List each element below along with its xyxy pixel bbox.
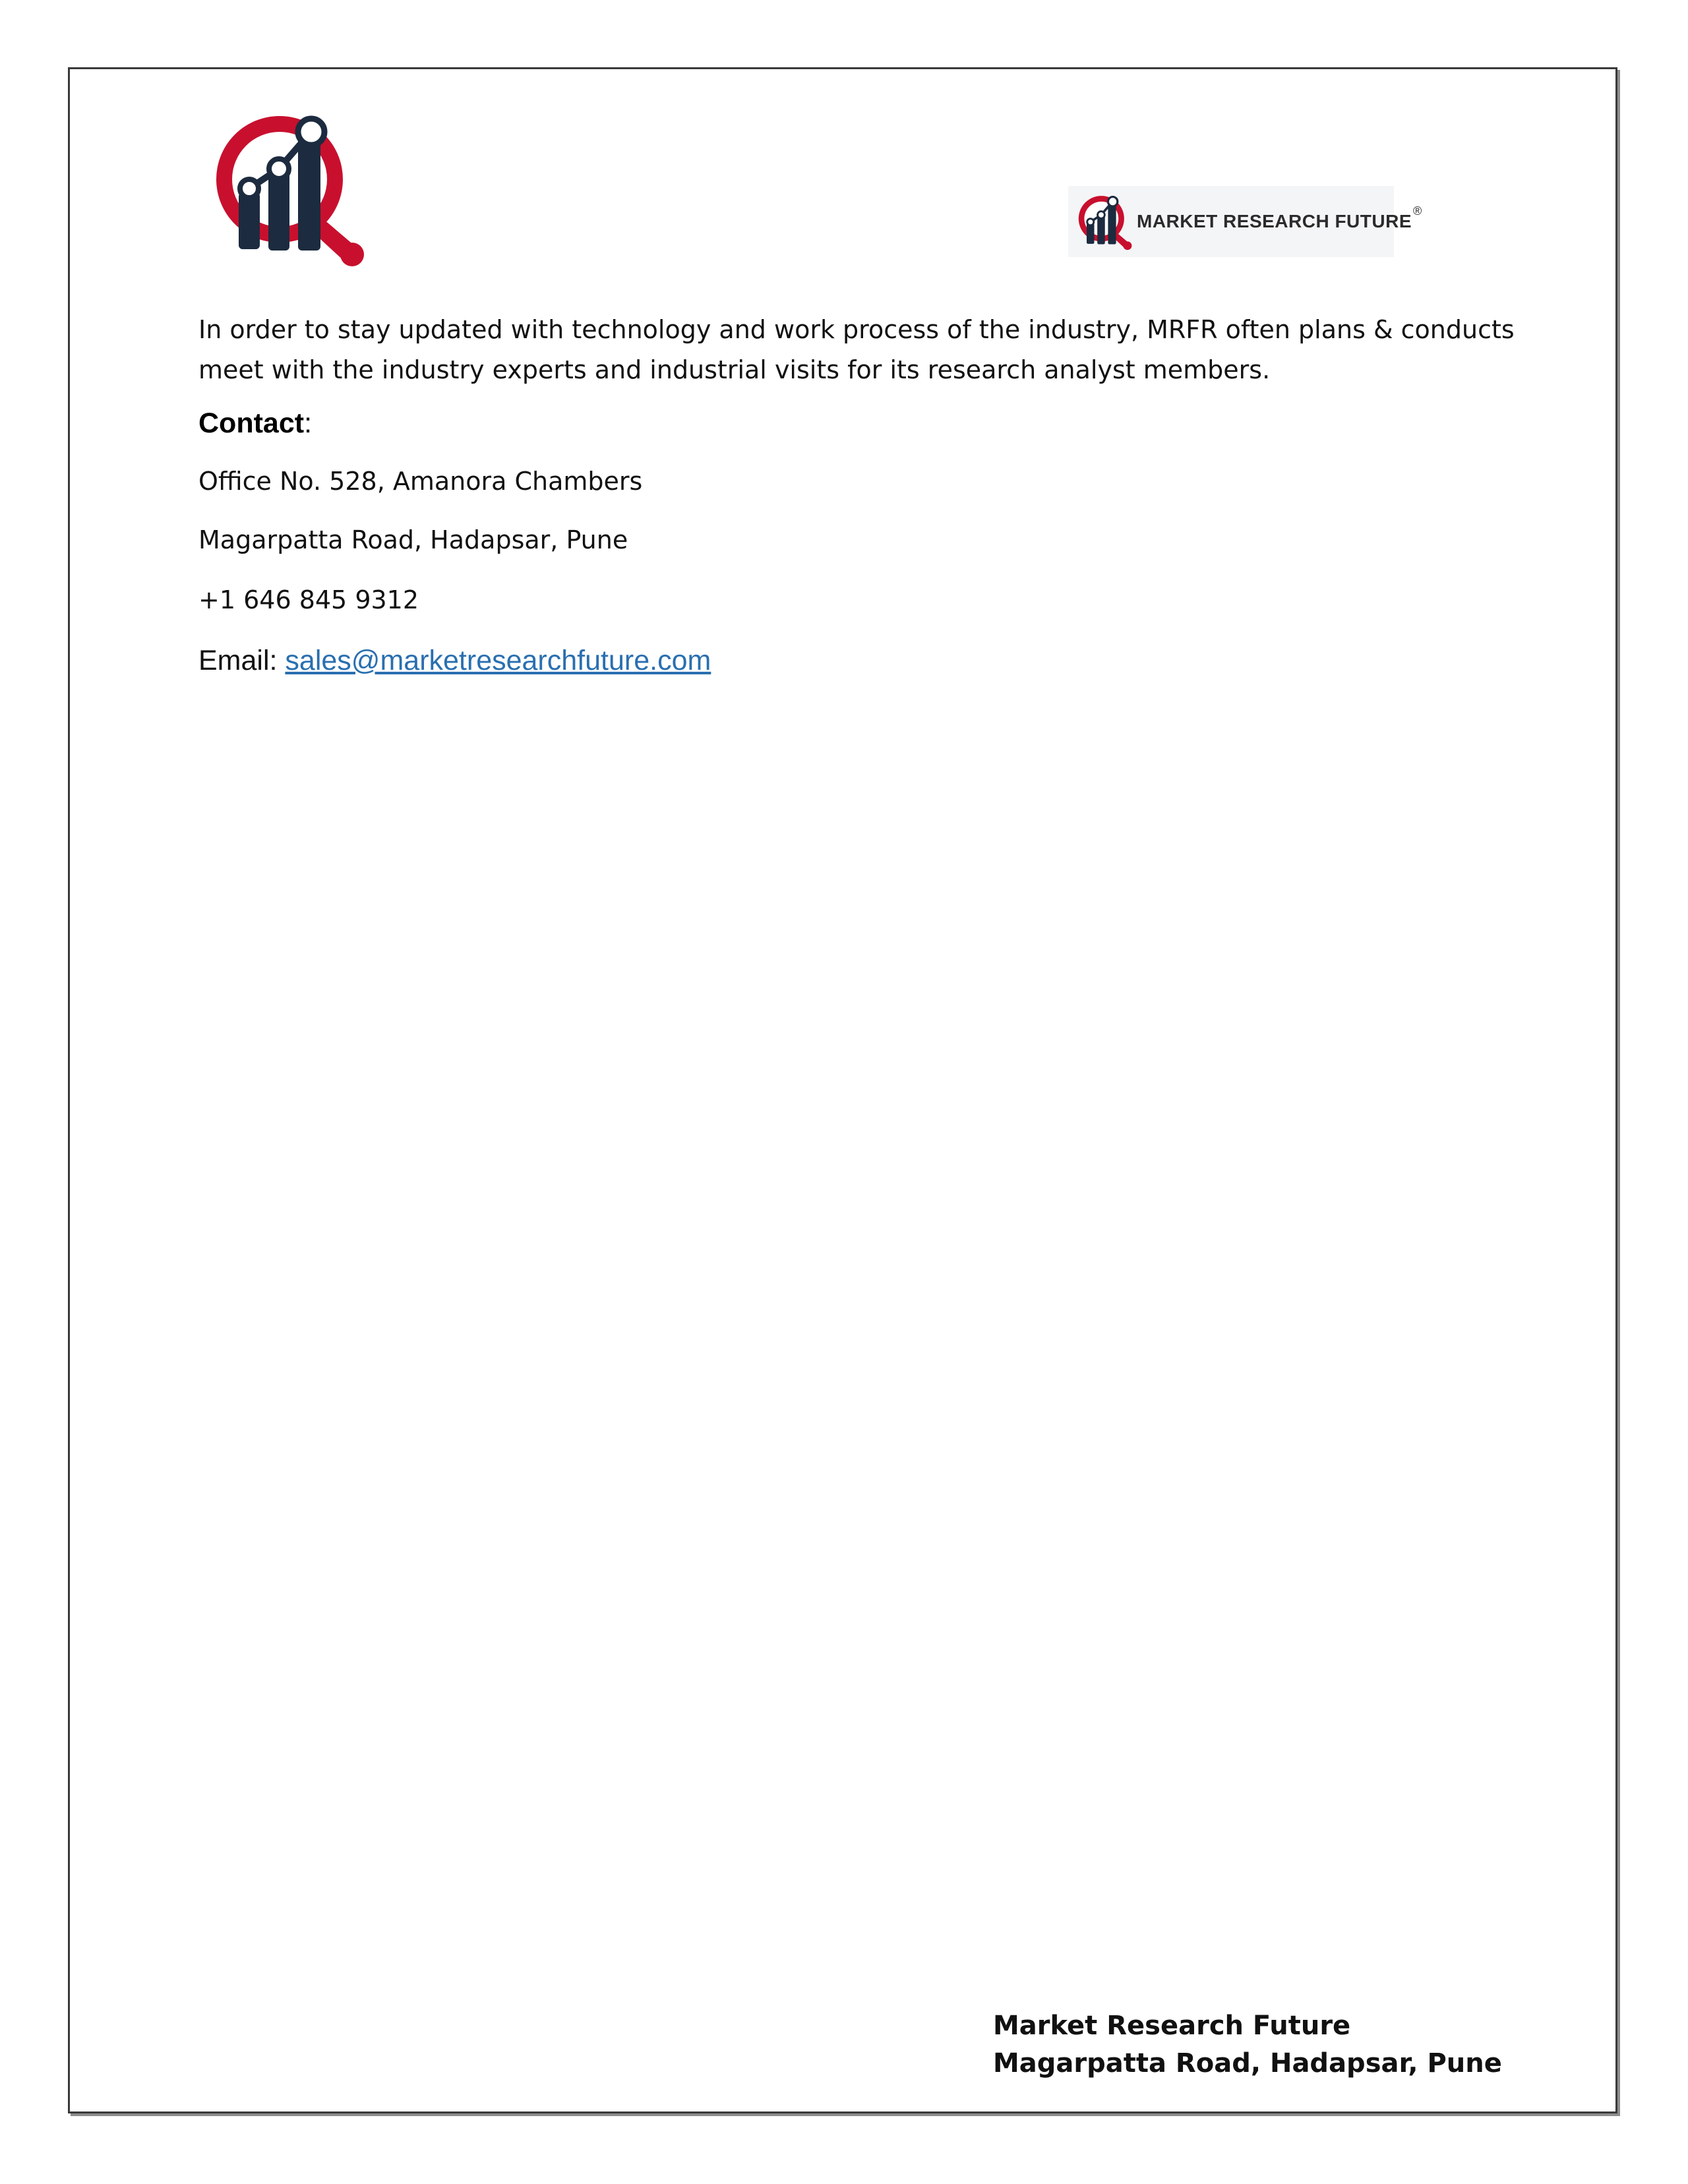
contact-heading-colon: : — [304, 407, 313, 439]
email-label: Email: — [198, 645, 286, 676]
phone-line: +1 646 845 9312 — [198, 585, 419, 614]
email-link[interactable]: sales@marketresearchfuture.com — [285, 645, 711, 676]
footer-address: Magarpatta Road, Hadapsar, Pune — [993, 2048, 1502, 2079]
brand-logo — [1068, 186, 1422, 257]
address-line: Magarpatta Road, Hadapsar, Pune — [198, 525, 628, 554]
contact-heading-label: Contact — [198, 407, 305, 439]
magnifier-chart-logo-icon — [1075, 189, 1134, 254]
office-line: Office No. 528, Amanora Chambers — [198, 467, 643, 496]
contact-heading — [198, 407, 312, 440]
magnifier-chart-logo-icon — [206, 108, 371, 266]
footer — [993, 2007, 1502, 2082]
intro-paragraph: In order to stay updated with technology and work process of the industry, MRFR often plans & conducts meet with the industry experts and industrial visits for its research analyst members. — [198, 315, 1515, 384]
email-line — [198, 645, 711, 677]
brand-name: MARKET RESEARCH FUTURE — [1137, 211, 1412, 231]
registered-mark: ® — [1413, 204, 1422, 218]
footer-company: Market Research Future — [993, 2011, 1351, 2041]
